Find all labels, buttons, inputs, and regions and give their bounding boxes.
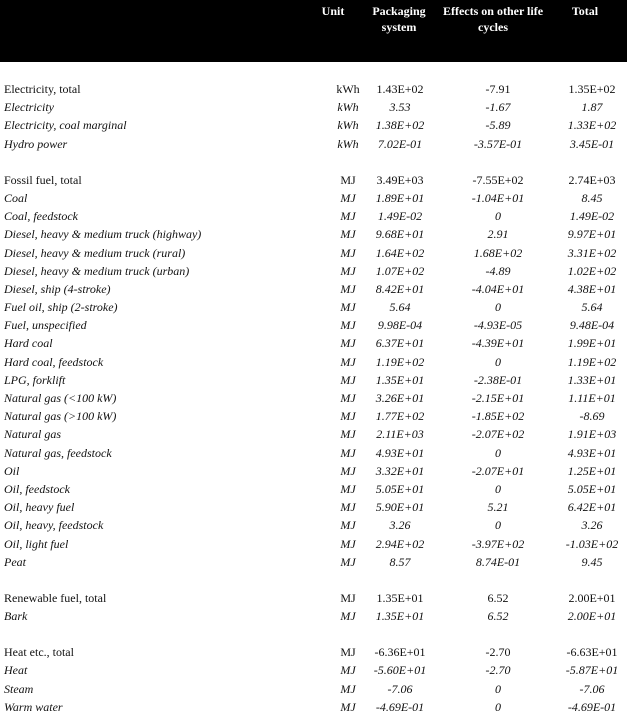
row-name: Oil, heavy fuel [4,500,75,515]
row-unit: MJ [340,554,356,569]
row-packaging-value: 1.89E+01 [375,190,425,205]
table-row [0,661,627,679]
row-packaging-value: 2.94E+02 [375,536,425,551]
table-row [0,353,627,371]
row-effects-value: 0 [495,354,501,369]
row-name: Natural gas, feedstock [4,445,112,460]
row-packaging-value: 1.77E+02 [375,409,425,424]
row-unit: MJ [340,536,356,551]
row-unit: MJ [340,281,356,296]
row-total-value: -7.06 [579,681,605,696]
row-total-value: 5.05E+01 [567,481,617,496]
row-effects-value: 1.68E+02 [473,245,523,260]
table-row [0,316,627,334]
row-packaging-value: 2.11E+03 [376,427,424,442]
row-total-value: -8.69 [579,409,605,424]
row-unit: MJ [340,645,356,660]
row-effects-value: -2.70 [485,645,511,660]
row-name: Heat [4,663,28,678]
row-unit: MJ [340,681,356,696]
row-unit: MJ [340,263,356,278]
row-total-value: 9.48E-04 [569,318,615,333]
table-row [0,225,627,243]
row-total-value: 6.42E+01 [567,500,617,515]
table-row [0,516,627,534]
row-packaging-value: 9.68E+01 [375,227,425,242]
row-effects-value: 0 [495,300,501,315]
row-name: Oil, light fuel [4,536,69,551]
table-row [0,371,627,389]
row-total-value: 1.02E+02 [567,263,617,278]
row-effects-value: 0 [495,518,501,533]
row-effects-value: -2.07E+01 [471,463,525,478]
row-unit: kWh [336,82,360,96]
row-packaging-value: 1.64E+02 [375,245,425,260]
row-unit: MJ [340,518,356,533]
row-unit: MJ [340,609,356,624]
row-packaging-value: -6.36E+01 [374,645,426,660]
row-total-value: 4.93E+01 [567,445,617,460]
table-row [0,189,627,207]
row-packaging-value: -4.69E-01 [375,699,425,714]
row-name: Electricity, total [4,82,81,96]
row-name: Electricity, coal marginal [4,118,127,133]
row-unit: MJ [340,590,356,605]
row-name: Hydro power [4,136,68,151]
row-unit: MJ [340,481,356,496]
row-total-value: 1.19E+02 [567,354,617,369]
row-effects-value: -3.97E+02 [471,536,525,551]
row-name: Hard coal [4,336,53,351]
row-packaging-value: 5.90E+01 [375,500,425,515]
row-total-value: 3.45E-01 [569,136,615,151]
row-packaging-value: 7.02E-01 [377,136,423,151]
row-packaging-value: 9.98E-04 [377,318,423,333]
row-unit: MJ [340,172,356,187]
row-unit: MJ [340,227,356,242]
row-effects-value: -7.55E+02 [472,172,524,187]
table-row [0,589,627,607]
table-row [0,262,627,280]
row-total-value: -6.63E+01 [566,645,618,660]
row-name: Coal [4,190,28,205]
row-unit: MJ [340,391,356,405]
table-row [0,135,627,153]
row-unit: MJ [340,409,356,424]
table-row [0,698,627,716]
row-packaging-value: -5.60E+01 [373,663,427,678]
row-unit: MJ [340,318,356,333]
row-name: Electricity [4,100,54,115]
row-unit: MJ [340,336,356,351]
row-unit: MJ [340,663,356,678]
row-effects-value: -1.67 [485,100,511,115]
row-total-value: 2.00E+01 [568,590,616,605]
row-unit: kWh [337,136,359,151]
row-unit: MJ [340,699,356,714]
row-total-value: 8.45 [581,190,603,205]
row-effects-value: -5.89 [485,118,511,133]
row-total-value: 9.45 [581,554,603,569]
row-name: Coal, feedstock [4,209,78,224]
row-name: Diesel, heavy & medium truck (rural) [4,245,186,260]
row-name: Diesel, ship (4-stroke) [4,281,111,296]
row-packaging-value: 5.64 [389,300,411,315]
row-effects-value: -2.15E+01 [471,391,525,405]
row-packaging-value: 1.35E+01 [375,372,425,387]
table-row [0,480,627,498]
row-effects-value: -3.57E-01 [473,136,523,151]
row-name: Peat [4,554,26,569]
row-total-value: 3.26 [581,518,603,533]
row-packaging-value: 1.35E+01 [376,590,424,605]
row-effects-value: 8.74E-01 [475,554,521,569]
table-row [0,244,627,262]
row-unit: MJ [340,427,356,442]
row-total-value: 4.38E+01 [567,281,617,296]
table-row [0,80,627,98]
row-total-value: 5.64 [581,300,603,315]
row-total-value: 1.91E+03 [567,427,617,442]
table-row [0,498,627,516]
row-packaging-value: 1.35E+01 [375,609,425,624]
header-packaging-system: Packaging system [372,4,426,34]
row-name: Diesel, heavy & medium truck (urban) [4,263,190,278]
row-total-value: 1.49E-02 [569,209,615,224]
row-packaging-value: 8.42E+01 [375,281,425,296]
row-effects-value: -4.89 [485,263,511,278]
row-total-value: 1.33E+02 [567,118,617,133]
row-effects-value: -1.85E+02 [471,409,525,424]
row-packaging-value: 1.19E+02 [375,354,425,369]
table-row [0,680,627,698]
table-row [0,643,627,661]
row-effects-value: 2.91 [487,227,509,242]
row-name: Natural gas [4,427,62,442]
table-row [0,407,627,425]
row-name: Bark [4,609,28,624]
row-effects-value: 6.52 [487,609,509,624]
row-packaging-value: 1.07E+02 [375,263,425,278]
row-name: Steam [4,681,34,696]
row-effects-value: 0 [495,445,501,460]
row-name: Oil, feedstock [4,481,70,496]
row-total-value: 1.25E+01 [567,463,617,478]
row-effects-value: 5.21 [487,500,509,515]
row-effects-value: 6.52 [487,590,509,605]
header-total: Total [571,4,599,18]
row-packaging-value: 3.49E+03 [376,172,424,187]
row-effects-value: 0 [495,699,501,714]
row-effects-value: -4.04E+01 [471,281,525,296]
row-unit: MJ [340,500,356,515]
row-total-value: 2.00E+01 [567,609,617,624]
table-row [0,334,627,352]
table-row [0,425,627,443]
row-total-value: -5.87E+01 [565,663,619,678]
row-total-value: 3.31E+02 [567,245,617,260]
row-packaging-value: 6.37E+01 [375,336,425,351]
row-total-value: 1.99E+01 [567,336,617,351]
row-unit: MJ [340,209,356,224]
row-name: Fossil fuel, total [4,172,82,187]
header-effects-on-other-life-cycles: Effects on other life cycles [442,4,544,34]
row-packaging-value: 1.38E+02 [375,118,425,133]
table-body [0,80,627,716]
row-effects-value: 0 [495,481,501,496]
row-effects-value: -7.91 [485,82,511,96]
row-effects-value: -4.93E-05 [473,318,523,333]
row-total-value: 1.33E+01 [567,372,617,387]
row-unit: MJ [340,300,356,315]
row-name: Warm water [4,699,63,714]
row-name: Diesel, heavy & medium truck (highway) [4,227,202,242]
row-name: Renewable fuel, total [4,590,107,605]
row-packaging-value: 1.43E+02 [376,82,424,96]
row-name: Fuel, unspecified [4,318,87,333]
row-name: Heat etc., total [4,645,74,660]
row-unit: kWh [337,100,359,115]
row-total-value: 1.87 [581,100,603,115]
row-packaging-value: -7.06 [387,681,413,696]
row-unit: kWh [337,118,359,133]
row-unit: MJ [340,463,356,478]
row-packaging-value: 8.57 [389,554,411,569]
table-row [0,171,627,189]
row-total-value: -1.03E+02 [565,536,619,551]
row-total-value: 2.74E+03 [568,172,616,187]
row-effects-value: -2.07E+02 [471,427,525,442]
table-row [0,280,627,298]
row-packaging-value: 5.05E+01 [375,481,425,496]
row-packaging-value: 3.53 [389,100,411,115]
row-effects-value: -2.38E-01 [473,372,523,387]
row-name: LPG, forklift [4,372,66,387]
table-row [0,98,627,116]
row-packaging-value: 3.26 [389,518,411,533]
row-name: Natural gas (>100 kW) [4,409,117,424]
table-header [0,0,627,62]
row-unit: MJ [340,445,356,460]
table-row [0,389,627,407]
row-name: Hard coal, feedstock [4,354,104,369]
row-packaging-value: 1.49E-02 [377,209,423,224]
row-unit: MJ [340,372,356,387]
row-unit: MJ [340,190,356,205]
row-total-value: 1.11E+01 [568,391,616,405]
row-total-value: -4.69E-01 [567,699,617,714]
table-row [0,607,627,625]
row-effects-value: -2.70 [485,663,511,678]
row-effects-value: 0 [495,681,501,696]
row-effects-value: -1.04E+01 [471,190,525,205]
header-unit: Unit [321,4,345,18]
table-row [0,535,627,553]
table-row [0,444,627,462]
row-packaging-value: 3.26E+01 [375,391,425,405]
table-row [0,298,627,316]
row-name: Oil, heavy, feedstock [4,518,104,533]
row-effects-value: -4.39E+01 [471,336,525,351]
row-name: Oil [4,463,20,478]
row-effects-value: 0 [495,209,501,224]
row-name: Fuel oil, ship (2-stroke) [4,300,118,315]
table-row [0,462,627,480]
row-name: Natural gas (<100 kW) [4,391,117,405]
table-row [0,116,627,134]
table-row [0,207,627,225]
table-row [0,553,627,571]
row-packaging-value: 4.93E+01 [375,445,425,460]
row-total-value: 9.97E+01 [567,227,617,242]
row-total-value: 1.35E+02 [568,82,616,96]
row-unit: MJ [340,245,356,260]
row-packaging-value: 3.32E+01 [375,463,425,478]
row-unit: MJ [340,354,356,369]
